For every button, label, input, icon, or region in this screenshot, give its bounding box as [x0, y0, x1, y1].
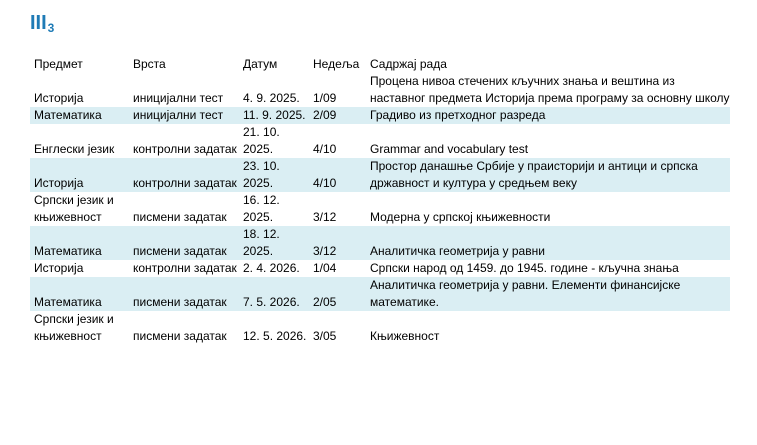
cell-date: 4. 9. 2025. [243, 91, 300, 105]
cell-type: иницијални тест [129, 107, 239, 124]
cell-subject: Историја [34, 261, 84, 275]
table-row [30, 107, 730, 124]
heading-main: III [30, 12, 47, 34]
cell-subject: Математика [30, 107, 129, 124]
cell-date: 11. 9. 2025. [239, 107, 309, 124]
header-subject: Предмет [34, 57, 83, 71]
cell-subject: Математика [30, 277, 129, 311]
cell-content: Процена нивоа стечених кључних знања и вештина из наставног предмета Историја према програму за основну школу [370, 74, 730, 105]
table-row [30, 124, 730, 158]
cell-date: 23. 10. 2025. [239, 158, 309, 192]
header-week: Недеља [313, 57, 360, 71]
cell-week: 1/09 [313, 91, 337, 105]
table-row [30, 158, 730, 192]
cell-content: Аналитичка геометрија у равни [366, 226, 730, 260]
cell-content: Српски народ од 1459. до 1945. године - кључна знања [370, 261, 679, 275]
cell-content: Простор данашње Србије у праисторији и антици и српска државност и култура у средњем веку [366, 158, 730, 192]
heading-subscript: 3 [47, 21, 55, 35]
cell-type: писмени задатак [129, 277, 239, 311]
cell-content: Grammar and vocabulary test [370, 142, 529, 156]
cell-content: Аналитичка геометрија у равни. Елементи финансијске математике. [366, 277, 730, 311]
cell-week: 3/12 [313, 210, 337, 224]
cell-week: 4/10 [309, 158, 366, 192]
cell-subject: Математика [30, 226, 129, 260]
table-row [30, 226, 730, 260]
header-date: Датум [243, 57, 278, 71]
cell-subject: Историја [34, 91, 84, 105]
cell-date: 21. 10. 2025. [243, 125, 280, 156]
cell-date: 16. 12. 2025. [243, 193, 280, 224]
header-type: Врста [133, 57, 166, 71]
header-content: Садржај рада [370, 57, 447, 71]
cell-date: 2. 4. 2026. [243, 261, 300, 275]
cell-subject: Енглески језик [34, 142, 115, 156]
cell-content: Књижевност [370, 329, 440, 343]
cell-type: иницијални тест [133, 91, 224, 105]
cell-type: писмени задатак [133, 329, 227, 343]
cell-date: 7. 5. 2026. [239, 277, 309, 311]
cell-week: 2/05 [309, 277, 366, 311]
cell-week: 4/10 [313, 142, 337, 156]
cell-type: писмени задатак [129, 226, 239, 260]
cell-subject: Историја [30, 158, 129, 192]
cell-content: Модерна у српској књижевности [370, 210, 551, 224]
cell-type: контролни задатак [133, 261, 237, 275]
table-row [30, 277, 730, 311]
table-row [30, 260, 730, 277]
cell-type: писмени задатак [133, 210, 227, 224]
cell-subject: Српски језик и књижевност [34, 312, 114, 343]
page-heading [30, 11, 54, 40]
cell-content: Градиво из претходног разреда [366, 107, 730, 124]
cell-subject: Српски језик и књижевност [34, 193, 114, 224]
cell-type: контролни задатак [133, 142, 237, 156]
cell-type: контролни задатак [129, 158, 239, 192]
cell-week: 3/05 [313, 329, 337, 343]
table-row [30, 311, 730, 345]
cell-week: 3/12 [309, 226, 366, 260]
cell-date: 12. 5. 2026. [243, 329, 307, 343]
schedule-table [30, 56, 730, 345]
cell-date: 18. 12. 2025. [239, 226, 309, 260]
table-row [30, 73, 730, 107]
cell-week: 1/04 [313, 261, 337, 275]
cell-week: 2/09 [309, 107, 366, 124]
table-header-row [30, 56, 730, 73]
table-row [30, 192, 730, 226]
